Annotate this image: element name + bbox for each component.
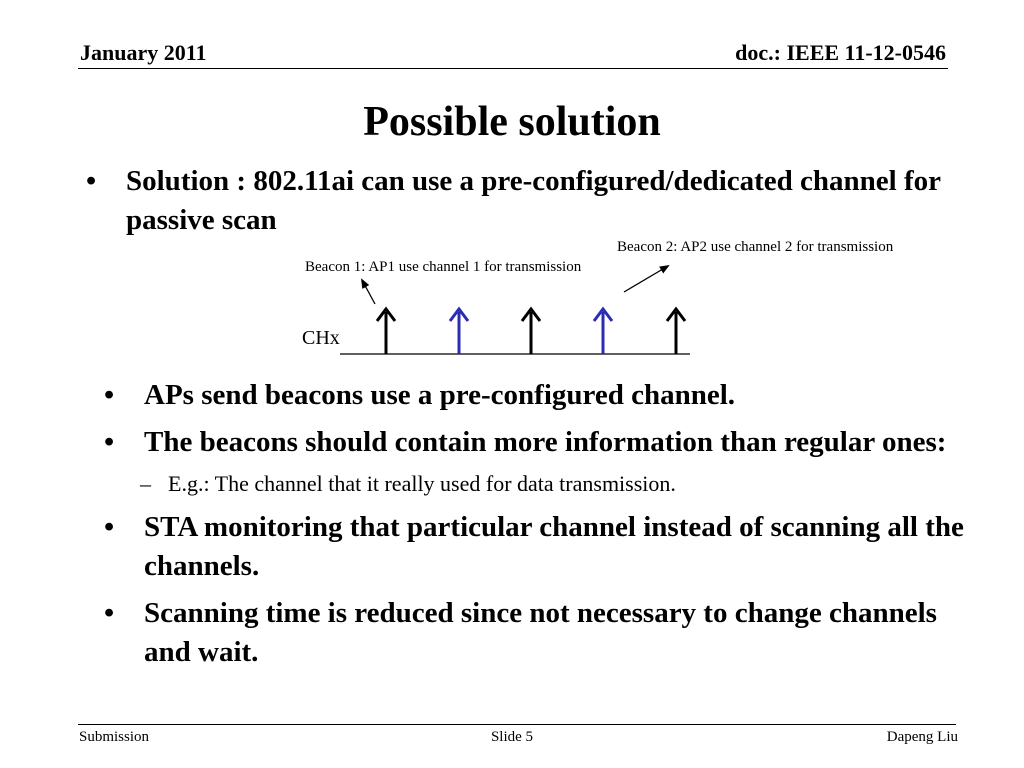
bullet-text: Scanning time is reduced since not necessary to change channels and wait. [144,597,937,668]
list-item [104,423,984,462]
bullet-text: The beacons should contain more information than regular ones: [144,426,947,458]
sub-list-item [140,470,984,498]
header-doc-id: doc.: IEEE 11-12-0546 [735,40,946,65]
detail-bullet-list [104,376,984,680]
beacon1-label: Beacon 1: AP1 use channel 1 for transmission [305,259,582,275]
bullet-marker: • [86,165,97,197]
list-item [104,594,984,672]
bullet-text: APs send beacons use a pre-configured channel. [144,379,736,411]
beacon1-pointer-arrow [362,280,375,304]
bullet-text: STA monitoring that particular channel instead of scanning all the channels. [144,511,964,582]
footer-submission: Submission [79,729,150,745]
beacon-arrow-ap1 [522,309,540,354]
beacon-arrow-ap1 [377,309,395,354]
slide-number: Slide 5 [490,729,534,745]
footer-divider [78,724,956,725]
beacon-arrow-ap2 [594,309,612,354]
beacon2-label: Beacon 2: AP2 use channel 2 for transmission [617,239,894,255]
bullet-marker: • [104,511,115,543]
list-item [104,508,984,586]
slide-title: Possible solution [363,99,661,145]
dash-marker: – [140,471,151,496]
main-bullet-text: Solution : 802.11ai can use a pre-configured/dedicated channel for passive scan [126,165,941,236]
channel-axis-label: CHx [302,327,340,349]
beacon-arrow-ap1 [667,309,685,354]
sub-bullet-text: E.g.: The channel that it really used for data transmission. [168,471,676,496]
bullet-marker: • [104,379,115,411]
bullet-marker: • [104,426,115,458]
beacon-arrow-ap2 [450,309,468,354]
list-item [104,376,984,415]
bullet-marker: • [104,597,115,629]
header-date: January 2011 [80,40,207,65]
footer-author: Dapeng Liu [886,729,958,745]
beacon2-pointer-arrow [624,266,668,292]
